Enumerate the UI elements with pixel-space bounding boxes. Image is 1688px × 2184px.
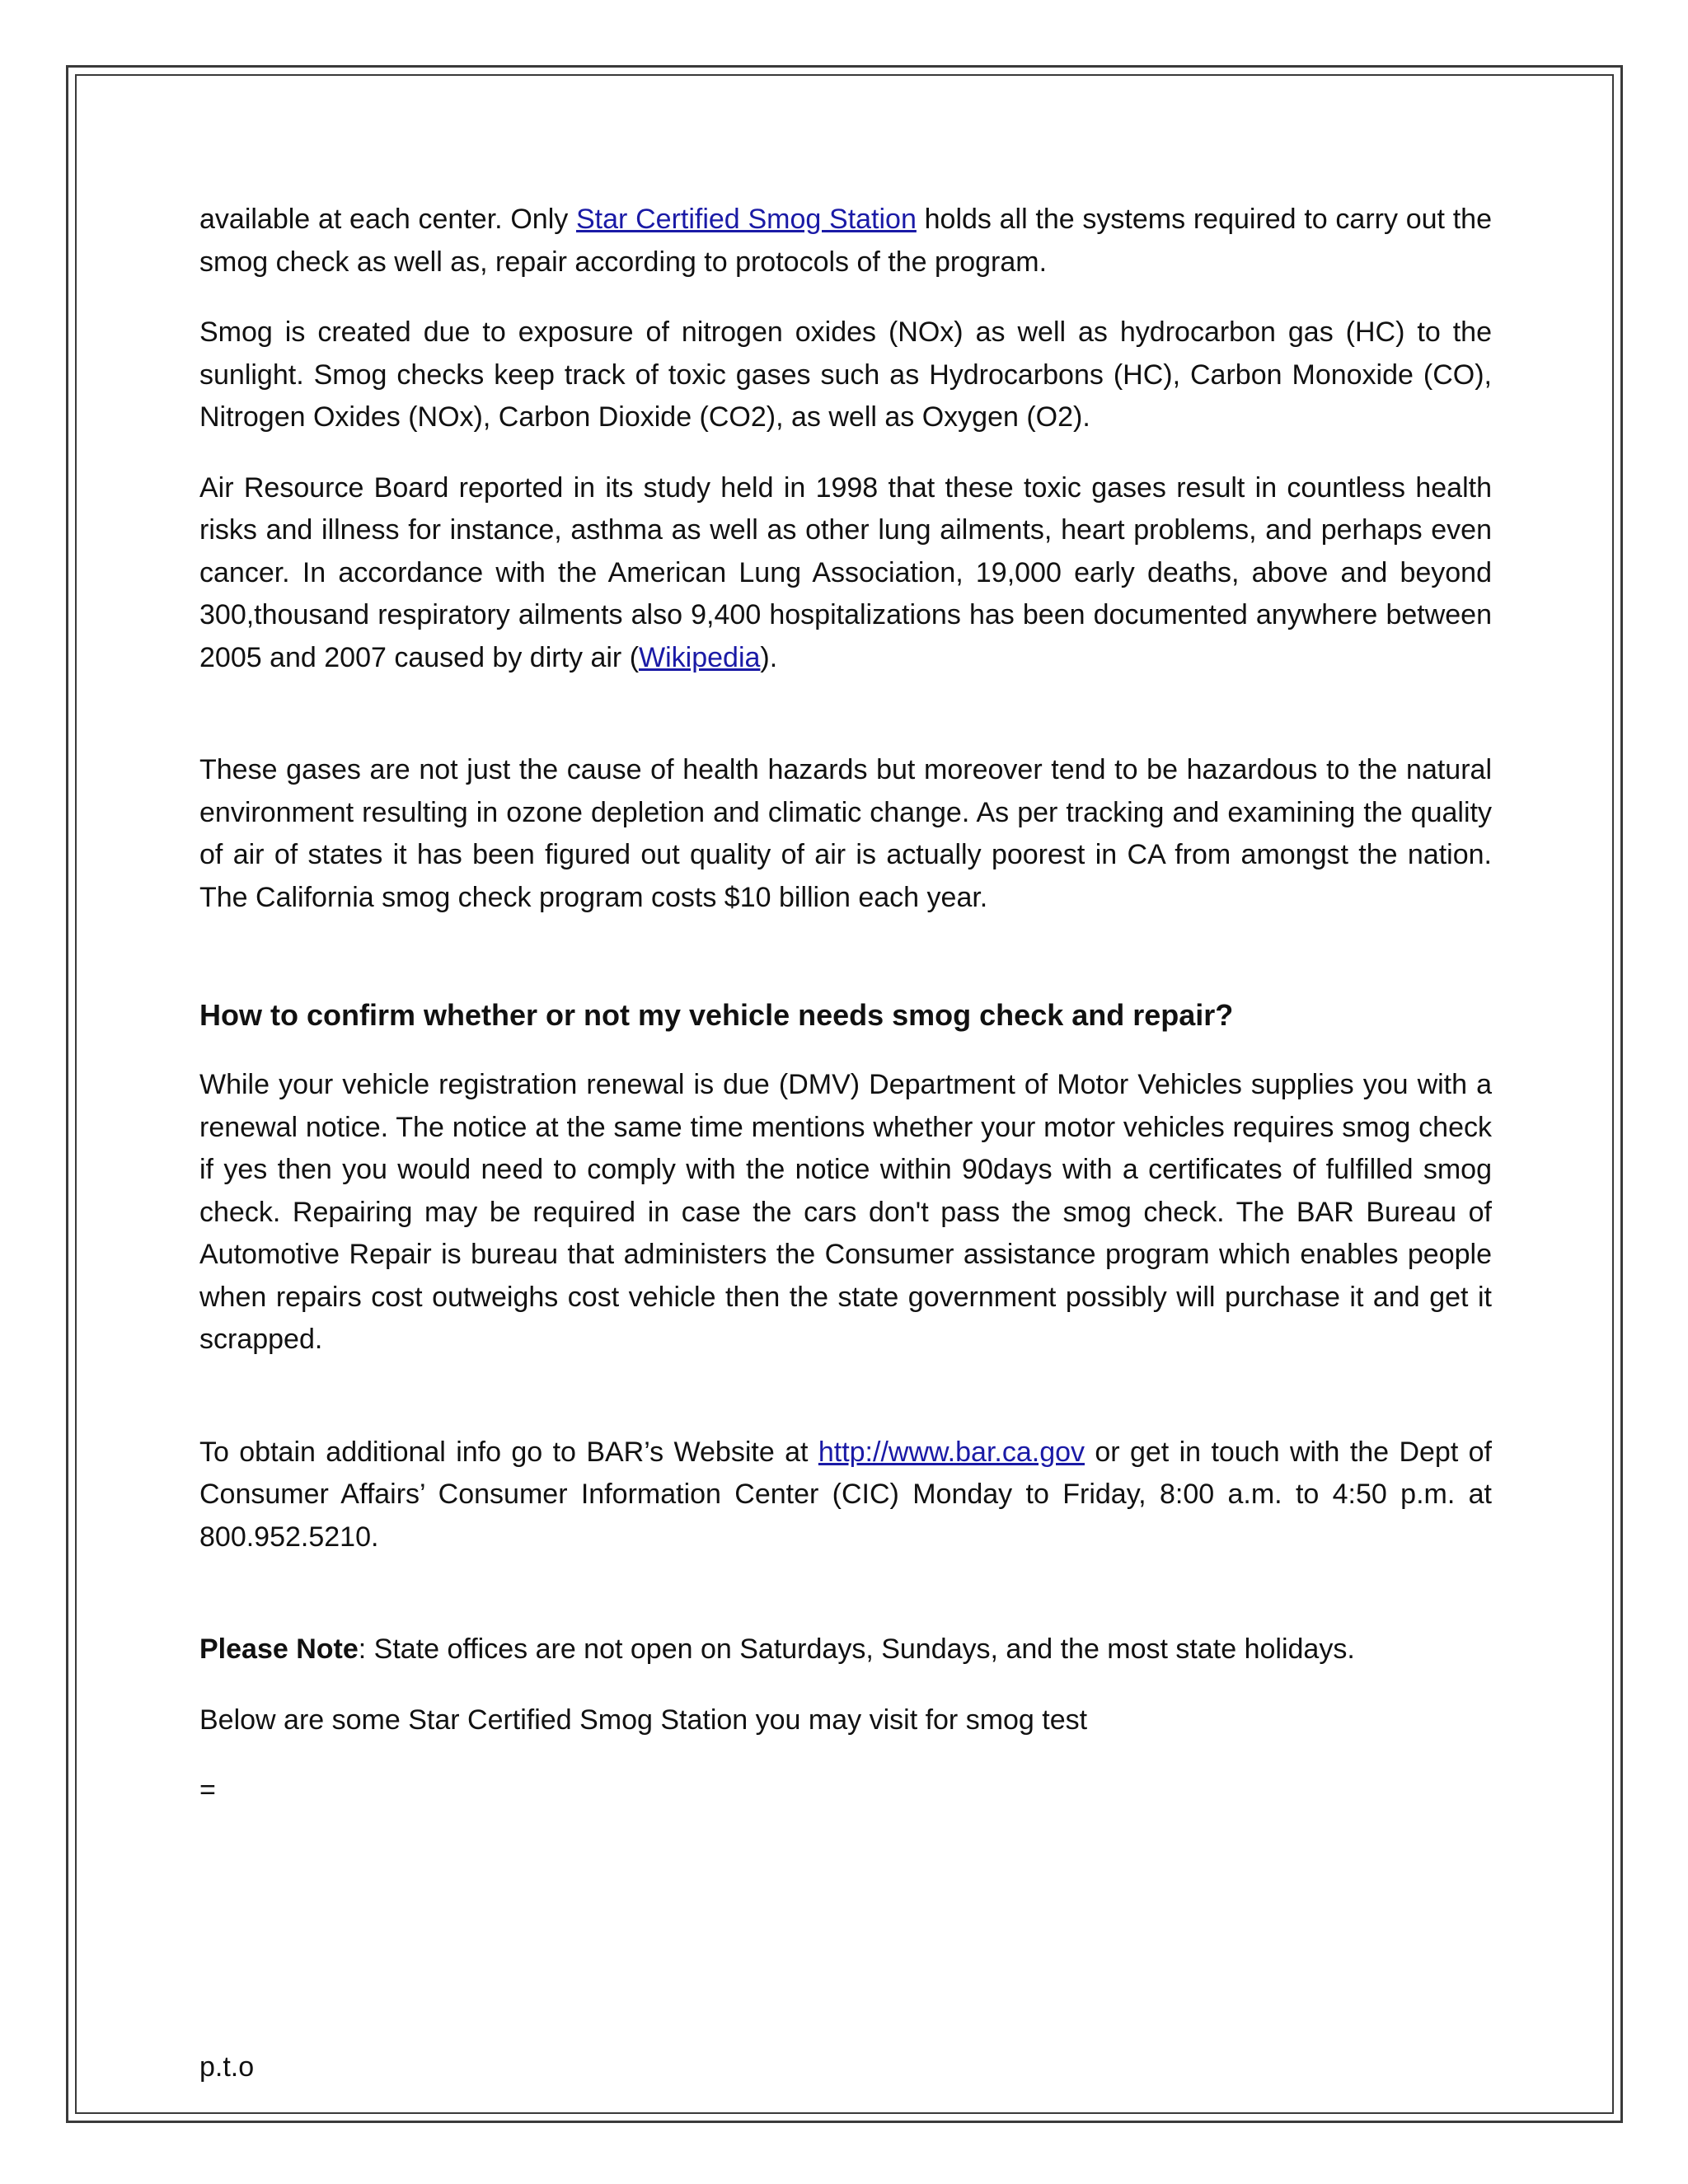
bar-website-link[interactable]: http://www.bar.ca.gov bbox=[818, 1436, 1085, 1468]
paragraph-star-certified: available at each center. Only Star Certified Smog Station holds all the systems required to carry out the smog check as well as, repair according to protocols of the program. bbox=[199, 204, 1493, 278]
please-note-label: Please Note bbox=[199, 1633, 359, 1665]
section-heading: How to confirm whether or not my vehicle needs smog check and repair? bbox=[199, 998, 1234, 1032]
paragraph-equals-sign: = bbox=[199, 1774, 216, 1806]
page-footer-pto: p.t.o bbox=[199, 2051, 255, 2083]
star-certified-link[interactable]: Star Certified Smog Station bbox=[576, 204, 917, 235]
paragraph-smog-creation: Smog is created due to exposure of nitrogen oxides (NOx) as well as hydrocarbon gas (HC) to the sunlight. Smog checks keep track of toxic gases such as Hydrocarbons (HC), Carbon Monoxide (CO), Nitrogen Oxides (NOx), Carbon Dioxide (CO2), as well as Oxygen (O2). bbox=[199, 316, 1492, 433]
paragraph-station-list-intro: Below are some Star Certified Smog Station you may visit for smog test bbox=[199, 1704, 1088, 1736]
wikipedia-link[interactable]: Wikipedia bbox=[639, 641, 761, 673]
paragraph-air-resource-board: Air Resource Board reported in its study held in 1998 that these toxic gases result in countless health risks and illness for instance, asthma as well as other lung ailments, heart problems, and perhaps even cancer. In accordance with the American Lung Association, 19,000 early deaths, above and beyond 300,thousand respiratory ailments also 9,400 hospitalizations has been documented anywhere between 2005 and 2007 caused by dirty air (Wikipedia). bbox=[199, 471, 1492, 673]
paragraph-registration-renewal: While your vehicle registration renewal is due (DMV) Department of Motor Vehicles supplies you with a renewal notice. The notice at the same time mentions whether your motor vehicles requires smog check if yes then you would need to comply with the notice within 90days with a certificates of fulfilled smog check. Repairing may be required in case the cars don't pass the smog check. The BAR Bureau of Automotive Repair is bureau that administers the Consumer assistance program which enables people when repairs cost outweighs cost vehicle then the state government possibly will purchase it and get it scrapped. bbox=[199, 1069, 1492, 1355]
paragraph-please-note: Please Note: State offices are not open on Saturdays, Sundays, and the most state holidays. bbox=[199, 1633, 1355, 1665]
paragraph-environment: These gases are not just the cause of health hazards but moreover tend to be hazardous to the natural environment resulting in ozone depletion and climatic change. As per tracking and examining the quality of air of states it has been figured out quality of air is actually poorest in CA from amongst the nation. The California smog check program costs $10 billion each year. bbox=[199, 754, 1492, 913]
document-body bbox=[199, 190, 1492, 1812]
paragraph-contact-info: To obtain additional info go to BAR’s Website at http://www.bar.ca.gov or get in touch with the Dept of Consumer Affairs’ Consumer Information Center (CIC) Monday to Friday, 8:00 a.m. to 4:50 p.m. at 800.952.5210. bbox=[199, 1436, 1493, 1553]
